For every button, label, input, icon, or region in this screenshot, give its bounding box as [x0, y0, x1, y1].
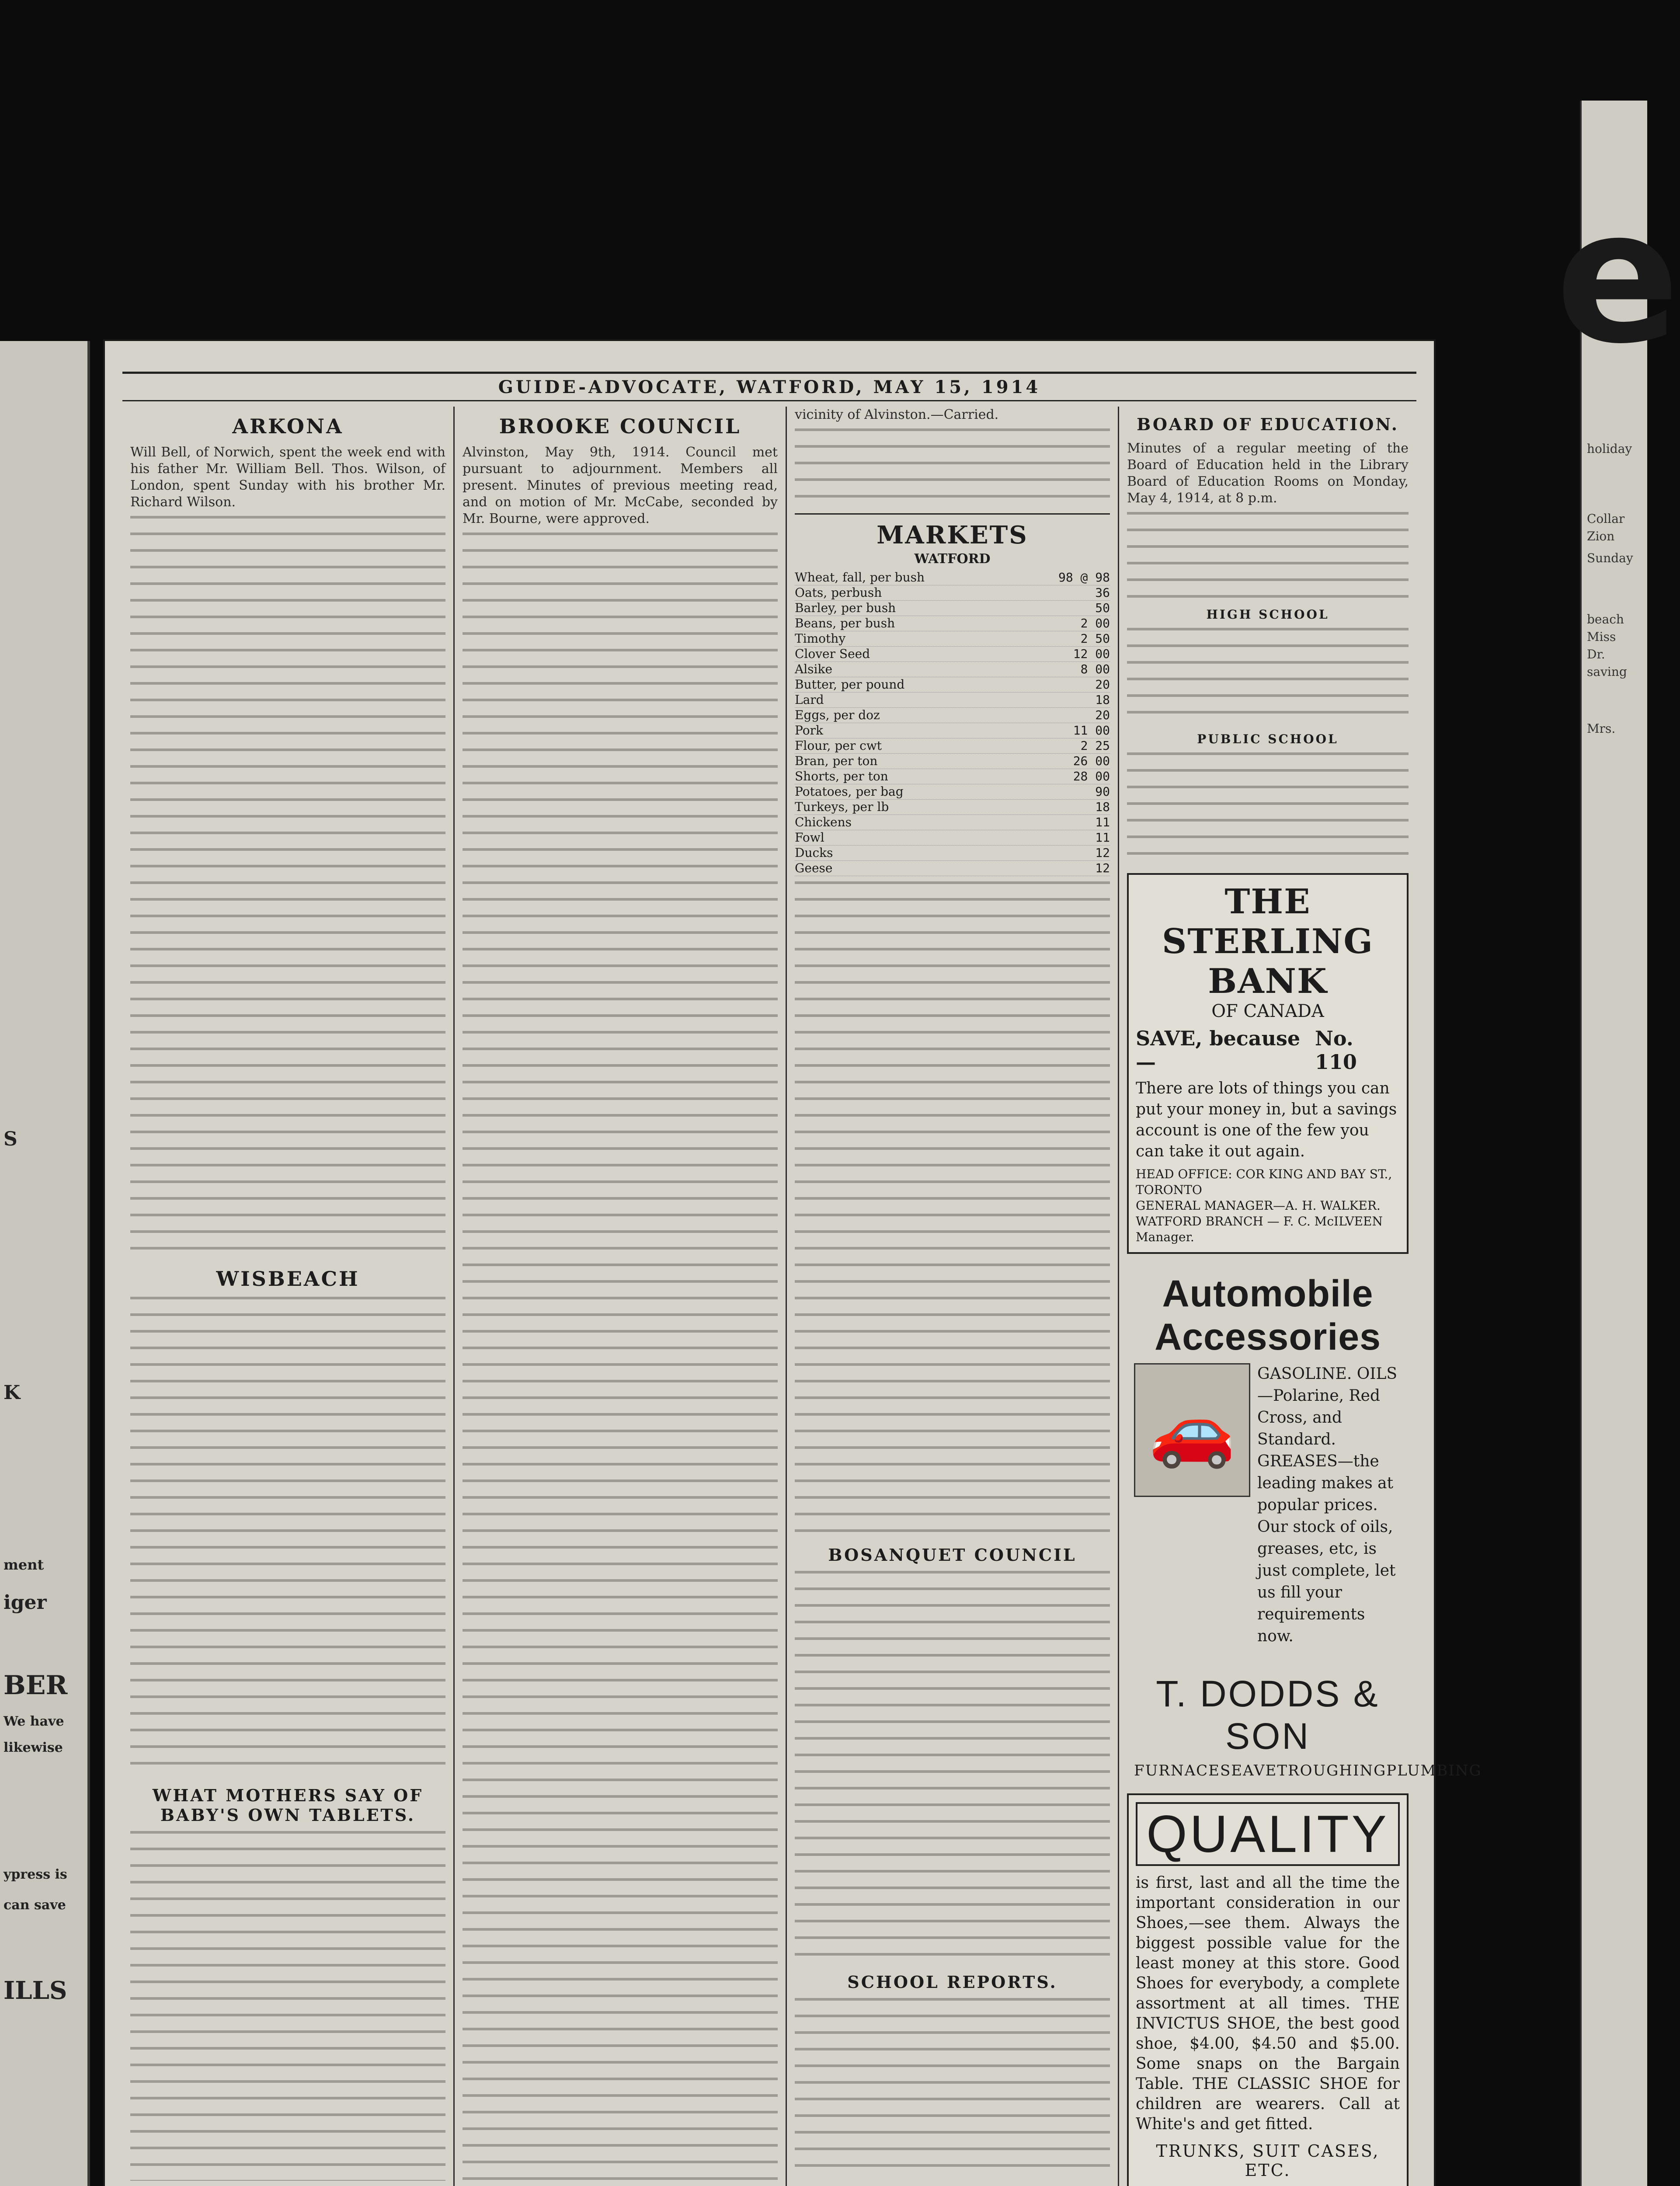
market-item: Potatoes, per bag: [795, 784, 904, 799]
car-icon: 🚗: [1134, 1363, 1250, 1497]
left-page-fragment: [0, 341, 90, 2186]
market-item: Barley, per bush: [795, 601, 896, 615]
market-row: [795, 784, 1110, 800]
market-price: 36: [1095, 585, 1110, 600]
market-price: 2 00: [1080, 616, 1110, 630]
market-item: Beans, per bush: [795, 616, 895, 630]
left-fragment: likewise: [3, 1740, 63, 1755]
market-price: 18: [1095, 800, 1110, 814]
market-item: Alsike: [795, 662, 833, 676]
head-office: HEAD OFFICE: COR KING AND BAY ST., TORONTO: [1136, 1167, 1392, 1197]
quality-title: QUALITY: [1136, 1802, 1400, 1866]
market-row: [795, 723, 1110, 738]
right-fragment: Zion: [1587, 529, 1615, 543]
market-row: [795, 846, 1110, 861]
market-item: Wheat, fall, per bush: [795, 570, 925, 585]
market-price: 12: [1095, 846, 1110, 860]
market-price: 12: [1095, 861, 1110, 875]
market-item: Eggs, per doz: [795, 708, 880, 722]
divider: [795, 513, 1110, 515]
general-manager: GENERAL MANAGER—A. H. WALKER.: [1136, 1198, 1381, 1213]
left-fragment: We have: [3, 1714, 64, 1729]
arkona-lead: Will Bell, of Norwich, spent the week end with his father Mr. William Bell. Thos. Wilson, of London, spent Sunday with his brother Mr. Richard Wilson.: [130, 445, 445, 510]
brooke-lead: Alvinston, May 9th, 1914. Council met pursuant to adjournment. Members all present. Minutes of previous meeting read, and on motion of Mr. McCabe, seconded by Mr. Bourne, were approved.: [463, 445, 778, 526]
heading-board-of-education: BOARD OF EDUCATION.: [1137, 414, 1399, 434]
market-row: [795, 631, 1110, 647]
market-price: 20: [1095, 677, 1110, 692]
market-price: 90: [1095, 784, 1110, 799]
market-row: [795, 708, 1110, 723]
board-lead: Minutes of a regular meeting of the Board of Education held in the Library Board of Education Rooms on Monday, May 4, 1914, at 8 p.m.: [1127, 441, 1409, 506]
right-fragment: Sunday: [1587, 551, 1633, 565]
market-price: 20: [1095, 708, 1110, 722]
text-body: [130, 1297, 445, 1778]
market-item: Timothy: [795, 631, 846, 646]
market-row: [795, 754, 1110, 769]
text-body: [795, 428, 1110, 507]
dodds-name: T. DODDS & SON: [1156, 1673, 1380, 1757]
market-price: 8 00: [1080, 662, 1110, 676]
dodds-service: EAVETROUGHING: [1231, 1762, 1387, 1779]
ad-number: No. 110: [1315, 1027, 1357, 1074]
text-body: [795, 1998, 1110, 2173]
market-item: Oats, perbush: [795, 585, 882, 600]
masthead: GUIDE-ADVOCATE, WATFORD, MAY 15, 1914: [122, 372, 1416, 401]
bank-text: There are lots of things you can put your money in, but a savings account is one of the few you can take it out again.: [1136, 1079, 1397, 1160]
heading-high-school: HIGH SCHOOL: [1206, 607, 1329, 622]
right-fragment: Mrs.: [1587, 721, 1616, 736]
heading-arkona: ARKONA: [232, 414, 344, 438]
column-board-of-education: [1119, 407, 1482, 2186]
column-markets: [787, 407, 1119, 2186]
market-item: Ducks: [795, 846, 833, 860]
left-fragment: ILLS: [3, 1976, 67, 2005]
market-price: 12 00: [1073, 647, 1110, 661]
newspaper-page: [105, 341, 1482, 2186]
market-row: [795, 677, 1110, 693]
market-item: Chickens: [795, 815, 852, 829]
right-big-letter: e: [1555, 171, 1680, 384]
trunks-line: TRUNKS, SUIT CASES, ETC.: [1156, 2141, 1380, 2180]
market-item: Lard: [795, 693, 824, 707]
left-fragment: ment: [3, 1556, 44, 1573]
right-fragment: beach: [1587, 612, 1624, 627]
watford-branch: WATFORD BRANCH — F. C. McILVEEN Manager.: [1136, 1214, 1383, 1244]
column-arkona: [122, 407, 455, 2186]
right-fragment: Miss: [1587, 630, 1616, 644]
markets-title: MARKETS: [877, 521, 1028, 550]
sterling-bank-ad: [1127, 873, 1409, 1254]
market-item: Flour, per cwt: [795, 738, 882, 753]
right-page-fragment: [1555, 101, 1680, 2186]
dodds-ad: [1127, 1661, 1482, 1786]
market-price: 18: [1095, 693, 1110, 707]
heading-brooke-council: BROOKE COUNCIL: [499, 414, 741, 438]
market-row: [795, 738, 1110, 754]
text-body: [795, 1571, 1110, 1964]
text-body: [1127, 512, 1409, 599]
auto-title: Automobile Accessories: [1155, 1273, 1381, 1358]
right-fragment: Collar: [1587, 512, 1625, 526]
market-price: 11 00: [1073, 723, 1110, 738]
market-row: [795, 662, 1110, 677]
text-body: [130, 516, 445, 1259]
right-fragment: saving: [1587, 665, 1627, 679]
market-row: [795, 601, 1110, 616]
bank-name: THE STERLING BANK: [1162, 882, 1374, 1001]
left-fragment: S: [3, 1128, 17, 1150]
right-fragment: holiday: [1587, 442, 1632, 456]
market-item: Geese: [795, 861, 833, 875]
left-fragment: iger: [3, 1591, 47, 1614]
left-fragment: ypress is: [3, 1867, 67, 1882]
save-heading: SAVE, because—: [1136, 1027, 1301, 1074]
market-row: [795, 570, 1110, 585]
market-item: Clover Seed: [795, 647, 870, 661]
markets-table: [795, 570, 1110, 876]
text-body: [463, 533, 778, 2186]
markets-lead: vicinity of Alvinston.—Carried.: [795, 407, 999, 422]
market-row: [795, 861, 1110, 876]
market-row: [795, 830, 1110, 846]
market-price: 11: [1095, 815, 1110, 829]
market-item: Fowl: [795, 830, 824, 845]
left-fragment: K: [3, 1382, 21, 1404]
dodds-service: FURNACES: [1134, 1762, 1231, 1779]
market-price: 26 00: [1073, 754, 1110, 768]
john-white-shoe-ad: [1127, 1793, 1409, 2186]
market-item: Turkeys, per lb: [795, 800, 889, 814]
text-body: [130, 1831, 445, 2181]
text-body: [795, 881, 1110, 1537]
market-price: 2 50: [1080, 631, 1110, 646]
automobile-accessories-ad: [1127, 1261, 1409, 1654]
heading-school-reports: SCHOOL REPORTS.: [847, 1972, 1057, 1992]
market-price: 50: [1095, 601, 1110, 615]
heading-bosanquet-council: BOSANQUET COUNCIL: [828, 1545, 1077, 1565]
market-item: Bran, per ton: [795, 754, 878, 768]
market-price: 2 25: [1080, 738, 1110, 753]
bank-subtitle: OF CANADA: [1211, 1001, 1324, 1021]
auto-text: GASOLINE. OILS—Polarine, Red Cross, and Standard. GREASES—the leading makes at popular prices. Our stock of oils, greases, etc, is just complete, let us fill your requirements now.: [1257, 1365, 1398, 1645]
heading-babys-own-tablets: WHAT MOTHERS SAY OF BABY'S OWN TABLETS.: [152, 1786, 424, 1825]
text-body: [1127, 628, 1409, 724]
market-row: [795, 647, 1110, 662]
market-item: Pork: [795, 723, 823, 738]
market-row: [795, 616, 1110, 631]
market-price: 28 00: [1073, 769, 1110, 783]
market-item: Shorts, per ton: [795, 769, 888, 783]
text-body: [1127, 752, 1409, 866]
heading-public-school: PUBLIC SCHOOL: [1197, 732, 1339, 746]
market-row: [795, 769, 1110, 784]
market-price: 11: [1095, 830, 1110, 845]
right-fragment: Dr.: [1587, 647, 1605, 661]
left-fragment: BER: [3, 1670, 68, 1701]
market-item: Butter, per pound: [795, 677, 905, 692]
dodds-service: PLUMBING: [1386, 1762, 1482, 1779]
markets-subtitle: WATFORD: [914, 551, 991, 567]
market-row: [795, 800, 1110, 815]
quality-text: is first, last and all the time the important consideration in our Shoes,—see them. Always the biggest possible value for the least money at this store. Good Shoes for everybody, a complete assortment at all times. THE INVICTUS SHOE, the best good shoe, $4.00, $4.50 and $5.00. Some snaps on the Bargain Table. THE CLASSIC SHOE for children are wearers. Call at White's and get fitted.: [1136, 1874, 1400, 2133]
market-price: 98 @ 98: [1058, 570, 1110, 585]
heading-wisbeach: WISBEACH: [216, 1267, 360, 1291]
column-brooke-council: [455, 407, 787, 2186]
market-row: [795, 693, 1110, 708]
market-row: [795, 815, 1110, 830]
market-row: [795, 585, 1110, 601]
left-fragment: can save: [3, 1897, 66, 1913]
